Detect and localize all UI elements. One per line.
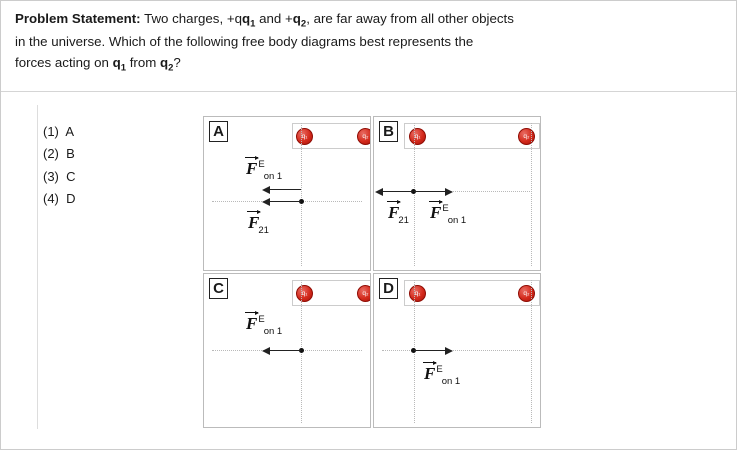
choice-4[interactable]: [43, 188, 163, 210]
panel-a-charge-q2: q₂: [357, 128, 371, 145]
panel-b-force-2-subscript: on 1: [447, 215, 467, 226]
panel-d-letter: D: [379, 278, 398, 299]
free-body-diagram-grid: [203, 116, 541, 428]
panel-d-arrow-1: [414, 350, 446, 351]
panel-a-force-label-1: [246, 159, 283, 182]
choice-2-label: B: [66, 146, 75, 162]
answer-choices: [43, 121, 163, 210]
choice-2-number: (2): [43, 146, 59, 162]
panel-b-force-label-2: [430, 203, 467, 226]
statement-line-3: [15, 53, 723, 76]
panel-b-force-label-1: [388, 203, 410, 226]
panel-d-guide-q2: [531, 280, 532, 423]
panel-b-charge-box: [404, 123, 540, 149]
choice-3[interactable]: [43, 166, 163, 188]
panel-a-arrow-2: [269, 201, 301, 202]
statement-line3-q2: q: [159, 54, 169, 70]
diagram-panel-d[interactable]: [373, 273, 541, 428]
panel-c-force-1-subscript: on 1: [263, 326, 283, 337]
panel-d-force-1-superscript: E: [436, 364, 443, 375]
panel-c-charge-box: [292, 280, 371, 306]
panel-b-force-2-symbol: F: [430, 203, 442, 222]
diagram-panel-a[interactable]: [203, 116, 371, 271]
panel-d-charge-q2: q₂: [518, 285, 535, 302]
panel-a-force-2-subscript: 21: [258, 225, 269, 236]
panel-a-arrow-1: [269, 189, 301, 190]
panel-a-force-1-subscript: on 1: [263, 171, 283, 182]
panel-d-baseline: [382, 350, 532, 351]
panel-c-force-label-1: [246, 314, 283, 337]
choice-4-number: (4): [43, 191, 59, 207]
problem-statement: [15, 9, 723, 76]
panel-c-guide-q2: [370, 280, 371, 423]
statement-line3-b: from: [126, 54, 160, 70]
panel-b-guide-q2: [531, 123, 532, 266]
choice-1[interactable]: [43, 121, 163, 143]
panel-a-charge-box: [292, 123, 371, 149]
diagram-panel-b[interactable]: [373, 116, 541, 271]
panel-a-guide-q1: [301, 123, 302, 266]
choice-3-label: C: [66, 168, 76, 184]
panel-b-charge-q1: q₁: [409, 128, 426, 145]
statement-line1-a: Two charges, +q: [140, 11, 242, 26]
panel-a-force-label-2: [248, 213, 270, 236]
panel-d-force-label-1: [424, 364, 461, 387]
panel-d-force-1-symbol: F: [424, 364, 436, 383]
statement-line3-q1-sub: 1: [120, 62, 126, 74]
statement-label: Problem Statement:: [15, 11, 141, 26]
panel-b-guide-q1: [414, 123, 415, 266]
statement-q1: q: [242, 11, 251, 26]
panel-a-force-1-superscript: E: [258, 159, 265, 170]
diagram-panel-c[interactable]: [203, 273, 371, 428]
panel-b-arrow-1: [382, 191, 413, 192]
statement-line1-c: , are far away from all other objects: [306, 11, 514, 26]
panel-c-letter: C: [209, 278, 228, 299]
panel-c-charge-q2: q₂: [357, 285, 371, 302]
statement-q1-subscript: 1: [250, 18, 256, 30]
panel-d-charge-q1: q₁: [409, 285, 426, 302]
panel-a-force-1-symbol: F: [246, 159, 258, 178]
panel-b-charge-q2: q₂: [518, 128, 535, 145]
panel-a-force-2-symbol: F: [248, 213, 260, 232]
statement-line3-c: ?: [173, 54, 181, 70]
statement-line3-q2-sub: 2: [168, 62, 174, 74]
panel-a-letter: A: [209, 121, 228, 142]
statement-line-1: [15, 9, 723, 32]
panel-d-force-1-subscript: on 1: [441, 376, 461, 387]
panel-b-force-1-subscript: 21: [398, 215, 409, 226]
panel-a-guide-q2: [370, 123, 371, 266]
panel-b-force-1-symbol: F: [388, 203, 400, 222]
panel-c-arrow-1: [269, 350, 301, 351]
panel-d-charge-box: [404, 280, 540, 306]
horizontal-rule: [1, 91, 737, 92]
choice-3-number: (3): [43, 168, 59, 184]
choice-2[interactable]: [43, 143, 163, 165]
panel-b-arrow-2: [414, 191, 446, 192]
choice-1-label: A: [65, 124, 75, 139]
statement-line3-q1: q: [112, 54, 121, 70]
vertical-divider: [37, 105, 38, 429]
choice-4-label: D: [66, 191, 76, 207]
statement-line1-b: and +: [255, 11, 293, 26]
statement-line3-a: forces acting on: [15, 54, 113, 70]
panel-c-force-1-superscript: E: [258, 314, 265, 325]
statement-line-2: in the universe. Which of the following free body diagrams best represents the: [15, 34, 474, 50]
panel-c-force-1-symbol: F: [246, 314, 258, 333]
statement-q2: q: [292, 11, 301, 26]
panel-b-force-2-superscript: E: [442, 203, 449, 214]
panel-b-letter: B: [379, 121, 398, 142]
panel-a-charge-q1: q₁: [296, 128, 313, 145]
choice-1-number: (1): [43, 124, 59, 139]
statement-q2-subscript: 2: [300, 18, 307, 30]
panel-c-charge-q1: q₁: [296, 285, 313, 302]
